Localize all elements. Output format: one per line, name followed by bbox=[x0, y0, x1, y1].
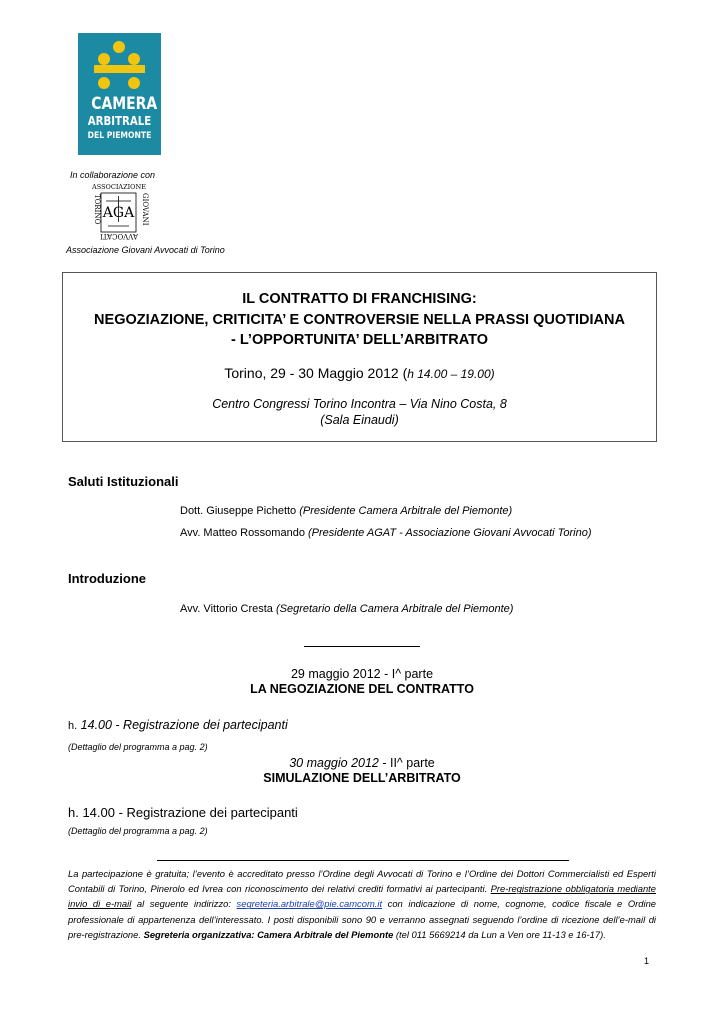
section-heading-introduzione: Introduzione bbox=[68, 571, 146, 586]
footer-text: con indicazione di nome, cognome, codice fiscale e Ordine professionale di appartenenza dell’interessato. I posti disponibili sono 90 e verranno assegnati seguendo l’ordine di ricezione dell’e-mail di pre-registrazione. bbox=[68, 898, 656, 940]
logo-dot-icon bbox=[128, 77, 140, 89]
logo-dot-icon bbox=[128, 53, 140, 65]
collaboration-label: In collaborazione con bbox=[70, 170, 156, 180]
section-heading-saluti: Saluti Istituzionali bbox=[68, 474, 179, 489]
logo-table-icon bbox=[94, 65, 145, 73]
footer-separator bbox=[157, 860, 569, 861]
speaker-role: (Presidente AGAT - Associazione Giovani Avvocati Torino) bbox=[308, 527, 592, 539]
aga-left-text: TORINO bbox=[93, 194, 101, 225]
day1-date: 29 maggio 2012 - I^ parte bbox=[290, 667, 434, 681]
footer-text: La partecipazione è gratuita; l’evento è accreditato presso l’Ordine degli Avvocati di Torino e l’Ordine dei Dottori Commercialisti ed Esperti Contabili di Torino, Pinerolo ed Ivrea con riconoscimento dei relativi crediti formativi ai partecipanti. bbox=[68, 868, 656, 895]
day1-reg-text: 14.00 - Registrazione dei partecipanti bbox=[77, 718, 288, 732]
speaker-name: Avv. Vittorio Cresta bbox=[180, 603, 276, 615]
separator-line bbox=[304, 646, 420, 647]
speaker-name: Avv. Matteo Rossomando bbox=[180, 527, 308, 539]
event-hours: h 14.00 – 19.00) bbox=[407, 367, 495, 381]
aga-bottom-text: AVVOCATI bbox=[100, 232, 138, 240]
event-title-line2: NEGOZIAZIONE, CRITICITA’ E CONTROVERSIE NELLA PRASSI QUOTIDIANA bbox=[94, 312, 625, 328]
event-room: (Sala Einaudi) bbox=[320, 413, 399, 427]
day2-date bbox=[62, 756, 662, 770]
event-venue: Centro Congressi Torino Incontra – Via Nino Costa, 8 bbox=[212, 397, 507, 411]
speaker-role: (Presidente Camera Arbitrale del Piemonte) bbox=[299, 505, 513, 517]
aga-logo bbox=[88, 182, 150, 242]
logo-text-arbitrale: ARBITRALE bbox=[87, 114, 152, 128]
speaker-entry bbox=[180, 527, 591, 539]
day1-registration bbox=[68, 718, 288, 732]
day2-date-rest: - II^ parte bbox=[378, 756, 435, 770]
day2-title: SIMULAZIONE DELL’ARBITRATO bbox=[263, 771, 461, 785]
day1-detail: (Dettaglio del programma a pag. 2) bbox=[68, 742, 208, 752]
day1-reg-prefix: h. bbox=[68, 720, 78, 732]
logo-dot-icon bbox=[98, 53, 110, 65]
speaker-entry bbox=[180, 505, 512, 517]
day2-detail: (Dettaglio del programma a pag. 2) bbox=[68, 826, 208, 836]
day2-date-italic: 30 maggio 2012 bbox=[289, 756, 379, 770]
footer-text: (tel 011 5669214 da Lun a Ven ore 11-13 e 16-17). bbox=[393, 928, 606, 940]
event-title-line3: - L’OPPORTUNITA’ DELL’ARBITRATO bbox=[231, 332, 488, 348]
day2-registration: h. 14.00 - Registrazione dei partecipanti bbox=[68, 805, 298, 820]
footer-bold: Segreteria organizzativa: Camera Arbitrale del Piemonte bbox=[143, 928, 394, 940]
day1-title: LA NEGOZIAZIONE DEL CONTRATTO bbox=[250, 682, 474, 696]
speaker-entry bbox=[180, 603, 513, 615]
aga-top-text: ASSOCIAZIONE bbox=[92, 183, 146, 191]
speaker-role: (Segretario della Camera Arbitrale del Piemonte) bbox=[275, 603, 514, 615]
logo-dot-icon bbox=[98, 77, 110, 89]
footer-text: al seguente indirizzo: bbox=[131, 898, 237, 910]
aga-right-text: GIOVANI bbox=[141, 193, 149, 226]
speaker-name: Dott. Giuseppe Pichetto bbox=[180, 505, 300, 517]
aga-center-text: AGA bbox=[102, 205, 135, 221]
logo-dot-icon bbox=[113, 41, 125, 53]
logo-text-camera: CAMERA bbox=[91, 94, 158, 114]
event-dates bbox=[62, 365, 657, 381]
aga-caption: Associazione Giovani Avvocati di Torino bbox=[66, 245, 225, 255]
footer-email-link[interactable]: segreteria.arbitrale@pie.camcom.it bbox=[236, 898, 383, 910]
logo-text-piemonte: DEL PIEMONTE bbox=[87, 131, 152, 141]
camera-arbitrale-logo bbox=[78, 33, 161, 155]
footer-underlined: Pre-registrazione obbligatoria mediante invio di e-mail bbox=[68, 883, 656, 910]
event-title-line1: IL CONTRATTO DI FRANCHISING: bbox=[242, 291, 477, 307]
event-dates-text: Torino, 29 - 30 Maggio 2012 ( bbox=[224, 365, 408, 381]
footer-note bbox=[68, 866, 656, 942]
page-number: 1 bbox=[644, 956, 650, 966]
